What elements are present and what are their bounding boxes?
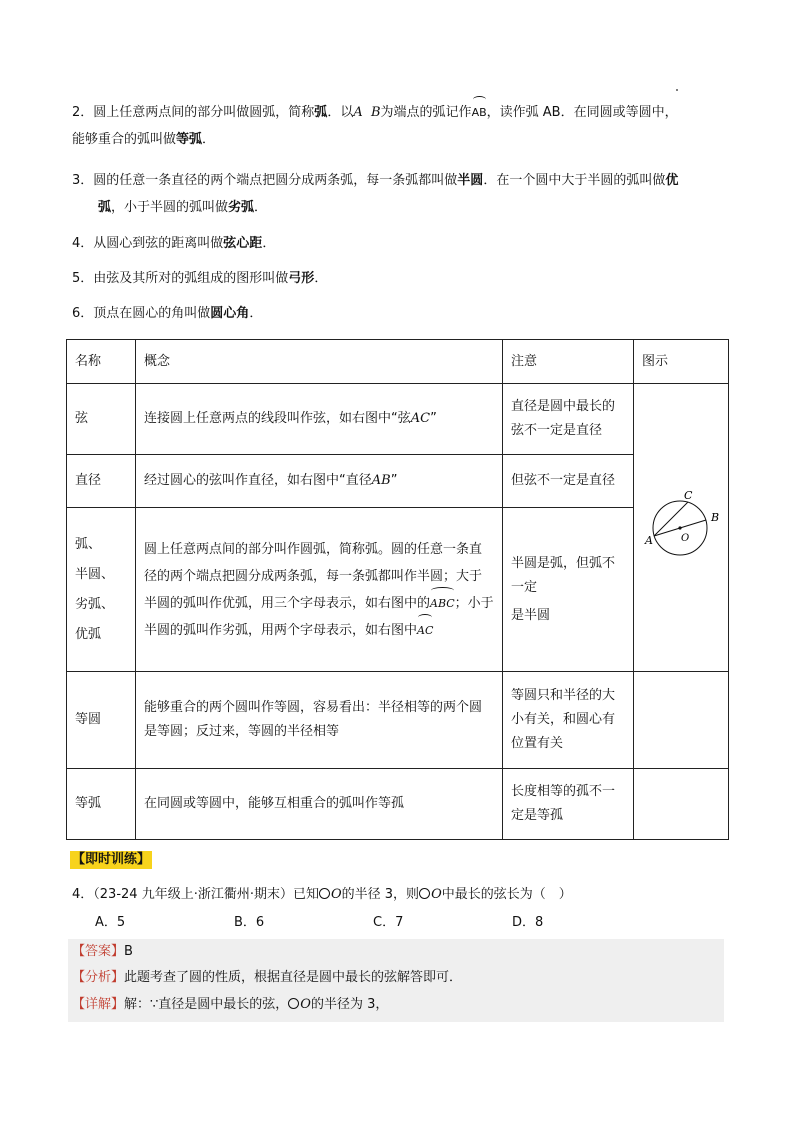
question-4: 4．（23-24 九年级上·浙江衢州·期末）已知 O的半径 3，则 O中最长的弦长为（ ） xyxy=(72,887,572,902)
center-point xyxy=(678,526,681,529)
label-o: O xyxy=(681,532,690,544)
option-d[interactable]: D．8 xyxy=(512,915,544,930)
table-row: 等圆 能够重合的两个圆叫作等圆，容易看出：半径相等的两个圆是等圆；反过来，等圆的半径相等 等圆只和半径的大小有关，和圆心有位置有关 xyxy=(67,672,729,769)
option-a[interactable]: A．5 xyxy=(95,915,126,930)
arc-ab-symbol: AB xyxy=(472,99,487,126)
arc-abc-symbol: ABC xyxy=(430,590,455,617)
analysis-line: 【分析】此题考查了圆的性质，根据直径是圆中最长的弦解答即可． xyxy=(72,970,463,985)
header-note: 注意 xyxy=(503,340,634,384)
header-name: 名称 xyxy=(67,340,136,384)
option-c[interactable]: C．7 xyxy=(373,915,404,930)
detail-line: 【详解】解：∵直径是圆中最长的弦， O的半径为 3， xyxy=(72,997,389,1012)
table-row: 直径 经过圆心的弦叫作直径，如右图中“直径AB” 但弦不一定是直径 xyxy=(67,455,729,508)
table-row: 等弧 在同圆或等圆中，能够互相重合的弧叫作等孤 长度相等的孤不一定是等孤 xyxy=(67,769,729,840)
answer-options xyxy=(95,912,655,934)
circle-symbol xyxy=(419,888,430,899)
label-b: B xyxy=(711,510,720,524)
arc-ac-symbol: AC xyxy=(417,617,433,644)
definition-item-3: 3．圆的任意一条直径的两个端点把圆分成两条弧，每一条弧都叫做半圆．在一个圆中大于半圆的弧叫做优 弧，小于半圆的弧叫做劣弧． xyxy=(72,173,679,215)
circle-symbol xyxy=(319,888,330,899)
circle-symbol xyxy=(288,998,299,1009)
definition-item-2: 2．圆上任意两点间的部分叫做圆弧，简称弧．以A B为端点的弧记作AB，读作弧 AB．在同圆或等圆中， 能够重合的弧叫做等弧． xyxy=(72,99,732,153)
header-figure: 图示 xyxy=(634,340,729,384)
option-b[interactable]: B．6 xyxy=(234,915,265,930)
stray-mark xyxy=(676,89,678,91)
concept-table xyxy=(66,339,729,840)
header-concept: 概念 xyxy=(136,340,503,384)
label-a: A xyxy=(645,533,653,547)
section-tag-practice: 【即时训练】 xyxy=(72,852,151,867)
figure-cell xyxy=(634,384,729,672)
definition-item-5: 5．由弦及其所对的弧组成的图形叫做弓形． xyxy=(72,271,328,286)
definition-item-4: 4．从圆心到弦的距离叫做弦心距． xyxy=(72,236,276,251)
definition-item-6: 6．顶点在圆心的角叫做圆心角． xyxy=(72,306,263,321)
circle-diagram xyxy=(634,488,728,568)
answer-line: 【答案】B xyxy=(72,944,133,959)
table-header-row xyxy=(67,340,729,384)
table-row: 弧、 半圆、 劣弧、 优弧 圆上任意两点间的部分叫作圆弧，简称弧。圆的任意一条直径的两个端点把圆分成两条弧，每一条弧都叫作半圆；大于半圆的弧叫作优弧，用三个字母表示，如右图中的ABC；小于半圆的弧叫作劣弧，用两个字母表示，如右图中AC 半圆是弧，但弧不一定 是半圆 xyxy=(67,508,729,672)
label-c: C xyxy=(684,488,693,502)
table-row: 弦 连接圆上任意两点的线段叫作弦，如右图中“弦AC” 直径是圆中最长的弦不一定是直径 C B A O xyxy=(67,384,729,455)
